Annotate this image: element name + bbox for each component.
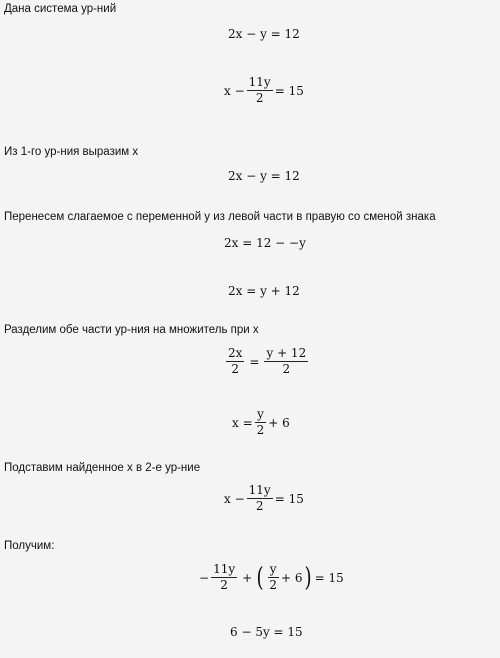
- equation-3: 2x − y = 12: [228, 169, 300, 183]
- fraction-denominator: 2: [256, 423, 265, 437]
- fraction-numerator: y: [257, 407, 264, 421]
- fraction-denominator: 2: [255, 91, 264, 105]
- step-2-text: Перенесем слагаемое с переменной y из левой части в правую со сменой знака: [4, 211, 436, 223]
- equation-8-rhs: = 15: [274, 491, 304, 506]
- minus-sign: −: [199, 570, 210, 585]
- equation-6: [224, 347, 310, 376]
- fraction-left-numerator: 2x: [228, 346, 243, 360]
- equation-10: 6 − 5y = 15: [230, 625, 303, 639]
- fraction-right-denominator: 2: [282, 362, 291, 376]
- fraction-right: [264, 347, 308, 376]
- fraction-numerator: 11y: [248, 75, 271, 89]
- equation-7: [232, 408, 290, 437]
- fraction-numerator: 11y: [248, 483, 271, 497]
- equation-1: 2x − y = 12: [228, 27, 300, 41]
- step-3-text: Разделим обе части ур-ния на множитель при x: [4, 324, 259, 336]
- equation-8: [224, 484, 304, 513]
- step-4-text: Подставим найденное x в 2-е ур-ние: [4, 462, 201, 474]
- intro-text: Дана система ур-ний: [4, 3, 117, 15]
- fraction: [247, 484, 273, 513]
- equation-9-rhs: = 15: [314, 570, 344, 585]
- equation-2-lhs: x −: [224, 83, 245, 98]
- equation-9: [199, 563, 344, 592]
- equation-7-rhs: + 6: [268, 415, 290, 430]
- right-parenthesis: ): [304, 562, 312, 593]
- fraction-inner-denominator: 2: [269, 578, 277, 592]
- equation-2: [224, 76, 304, 105]
- fraction-inner-numerator: y: [269, 562, 277, 576]
- plus-sign: +: [242, 570, 253, 585]
- left-parenthesis: (: [256, 562, 264, 593]
- step-5-text: Получим:: [4, 540, 55, 552]
- fraction-inner: [267, 563, 279, 592]
- fraction-left: [211, 563, 237, 592]
- step-1-text: Из 1-го ур-ния выразим x: [4, 146, 139, 158]
- fraction-denominator: 2: [255, 499, 264, 513]
- equation-4: 2x = 12 − −y: [224, 236, 306, 250]
- equation-7-lhs: x =: [232, 415, 253, 430]
- fraction-left-denominator: 2: [231, 362, 240, 376]
- equation-5: 2x = y + 12: [228, 284, 300, 298]
- equation-2-rhs: = 15: [274, 83, 304, 98]
- fraction: [255, 408, 267, 437]
- fraction: [247, 76, 273, 105]
- fraction-right-numerator: y + 12: [266, 346, 307, 360]
- fraction-left-numerator: 11y: [213, 562, 236, 576]
- fraction-left-denominator: 2: [220, 578, 228, 592]
- equals-sign: =: [249, 354, 260, 369]
- equation-8-lhs: x −: [224, 491, 245, 506]
- inner-term: + 6: [280, 570, 303, 585]
- fraction-left: [226, 347, 244, 376]
